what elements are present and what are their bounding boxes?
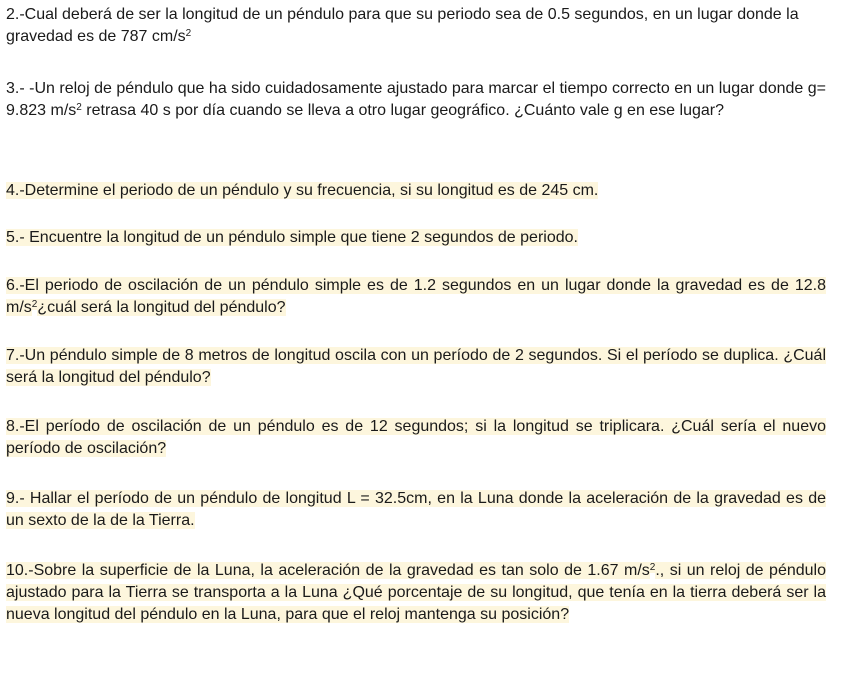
problem-4-text: 4.-Determine el periodo de un péndulo y su frecuencia, si su longitud es de 245 cm.	[6, 182, 599, 199]
problem-3-exponent: 2	[76, 102, 82, 113]
problem-6-text-b: ¿cuál será la longitud del péndulo?	[37, 299, 286, 316]
problem-9	[6, 488, 826, 532]
problem-10-text-a: 10.-Sobre la superficie de la Luna, la aceleración de la gravedad es tan solo de 1.67 m/s	[6, 562, 650, 579]
problem-3-text-b: retrasa 40 s por día cuando se lleva a otro lugar geográfico. ¿Cuánto vale g en ese lugar?	[81, 102, 724, 119]
problem-9-text: 9.- Hallar el período de un péndulo de longitud L = 32.5cm, en la Luna donde la aceleración de la gravedad es de un sexto de la de la Tierra.	[6, 490, 826, 529]
problem-3	[6, 78, 826, 122]
problem-5-text: 5.- Encuentre la longitud de un péndulo simple que tiene 2 segundos de periodo.	[6, 229, 578, 246]
problem-2-exponent: 2	[185, 28, 192, 39]
problem-6-exponent: 2	[31, 299, 38, 310]
problem-8-text: 8.-El período de oscilación de un péndulo es de 12 segundos; si la longitud se triplicara. ¿Cuál sería el nuevo período de oscilación?	[6, 418, 826, 457]
problem-10-text-b: ., si un reloj de péndulo ajustado para la Tierra se transporta a la Luna ¿Qué porcentaje de su longitud, que tenía en la tierra deberá ser la nueva longitud del péndulo en la Luna, para que el reloj mantenga su posición?	[6, 562, 826, 623]
problem-8	[6, 416, 826, 460]
problem-10	[6, 560, 826, 626]
problem-3-text-a: 3.- -Un reloj de péndulo que ha sido cuidadosamente ajustado para marcar el tiempo correcto en un lugar donde g= 9.823 m/s	[6, 80, 826, 119]
problem-2-text: 2.-Cual deberá de ser la longitud de un péndulo para que su periodo sea de 0.5 segundos, en un lugar donde la gravedad es de 787 cm/s	[6, 6, 799, 45]
problem-5	[6, 227, 826, 249]
problem-2	[6, 4, 826, 48]
problem-7-text: 7.-Un péndulo simple de 8 metros de longitud oscila con un período de 2 segundos. Si el período se duplica. ¿Cuál será la longitud del péndulo?	[6, 347, 826, 386]
problem-7	[6, 345, 826, 389]
problem-6-text-a: 6.-El periodo de oscilación de un péndulo simple es de 1.2 segundos en un lugar donde la gravedad es de 12.8 m/s	[6, 277, 826, 316]
problem-6	[6, 275, 826, 319]
problem-10-exponent: 2	[649, 562, 656, 573]
problem-4	[6, 180, 826, 202]
